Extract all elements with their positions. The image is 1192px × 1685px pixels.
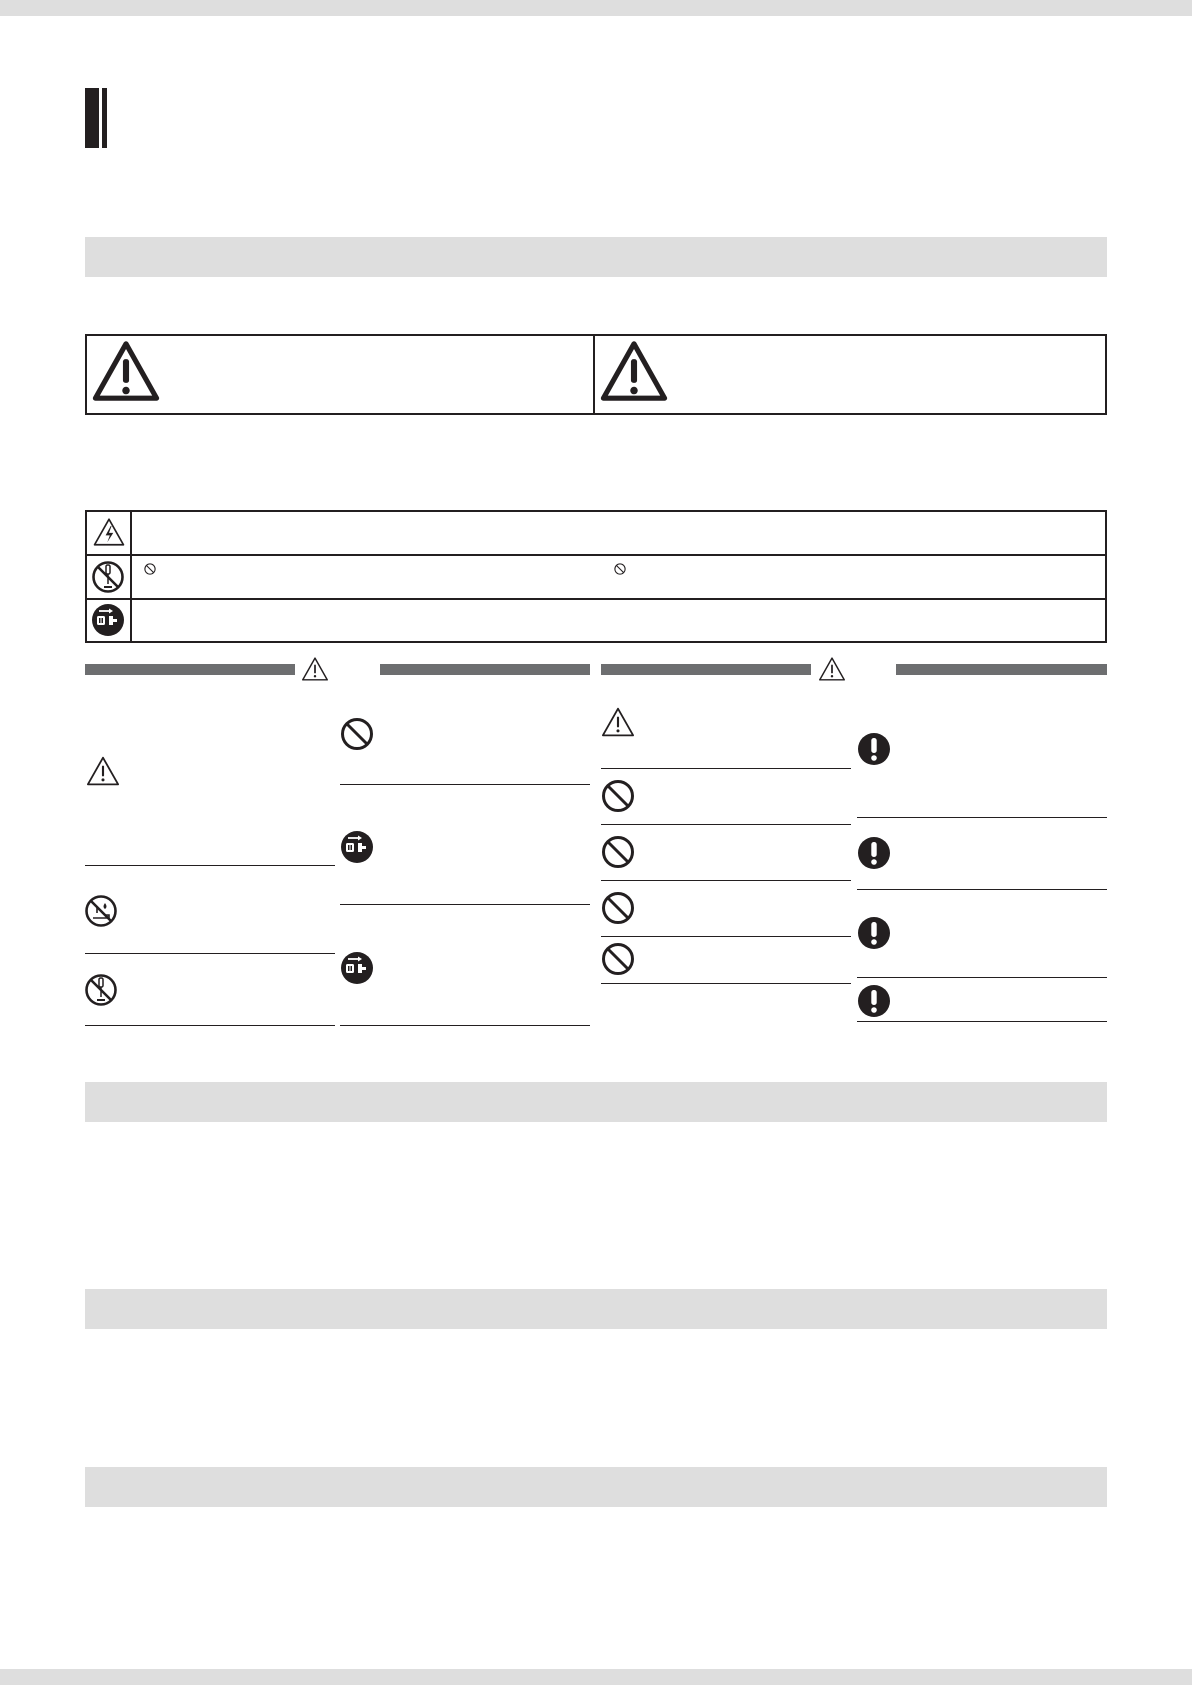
section-bar-2 <box>85 1082 1107 1122</box>
unplug-icon <box>340 830 374 864</box>
column-3-divider <box>601 880 851 881</box>
warning-triangle-icon <box>92 340 160 402</box>
no-disassembly-icon <box>91 560 125 594</box>
caution-triangle-icon <box>85 755 121 787</box>
column-2-divider <box>340 904 590 905</box>
warning-small-icon <box>300 656 330 682</box>
prohibited-small-icon <box>614 563 626 575</box>
mandatory-icon <box>857 984 891 1018</box>
column-1-header-bar <box>85 664 295 675</box>
mandatory-icon <box>857 836 891 870</box>
mandatory-icon <box>857 916 891 950</box>
symbol-legend-table <box>85 510 1107 643</box>
section-bar-1 <box>85 237 1107 277</box>
column-3-divider <box>601 768 851 769</box>
mandatory-icon <box>857 732 891 766</box>
warning-box-2 <box>593 334 1107 415</box>
prohibited-icon <box>601 779 635 813</box>
column-1-divider <box>85 953 335 954</box>
column-2-header-bar <box>380 664 590 675</box>
column-4-divider <box>857 889 1107 890</box>
column-4-divider <box>857 1021 1107 1022</box>
column-4-header-bar <box>896 664 1107 675</box>
column-2-divider <box>340 1025 590 1026</box>
prohibited-icon <box>340 717 374 751</box>
column-4-divider <box>857 817 1107 818</box>
prohibited-icon <box>601 835 635 869</box>
column-3-divider <box>601 824 851 825</box>
column-1-divider <box>85 1025 335 1026</box>
column-3-divider <box>601 936 851 937</box>
unplug-icon <box>91 603 125 637</box>
section-marker-icon <box>85 88 107 148</box>
prohibited-icon <box>601 942 635 976</box>
no-disassembly-icon <box>84 973 118 1007</box>
unplug-icon <box>340 951 374 985</box>
warning-box-1 <box>85 334 595 415</box>
section-bar-4 <box>85 1467 1107 1507</box>
caution-triangle-icon <box>600 706 636 738</box>
warning-small-icon <box>817 656 847 682</box>
column-2-divider <box>340 784 590 785</box>
column-1-divider <box>85 865 335 866</box>
column-3-header-bar <box>601 664 811 675</box>
prohibited-icon <box>601 891 635 925</box>
warning-triangle-icon <box>600 340 668 402</box>
column-3-divider <box>601 983 851 984</box>
electric-shock-icon <box>92 516 126 548</box>
top-band <box>0 0 1192 16</box>
section-bar-3 <box>85 1289 1107 1329</box>
no-wet-hands-icon <box>84 894 118 928</box>
column-4-divider <box>857 977 1107 978</box>
bottom-band <box>0 1669 1192 1685</box>
prohibited-small-icon <box>144 563 156 575</box>
